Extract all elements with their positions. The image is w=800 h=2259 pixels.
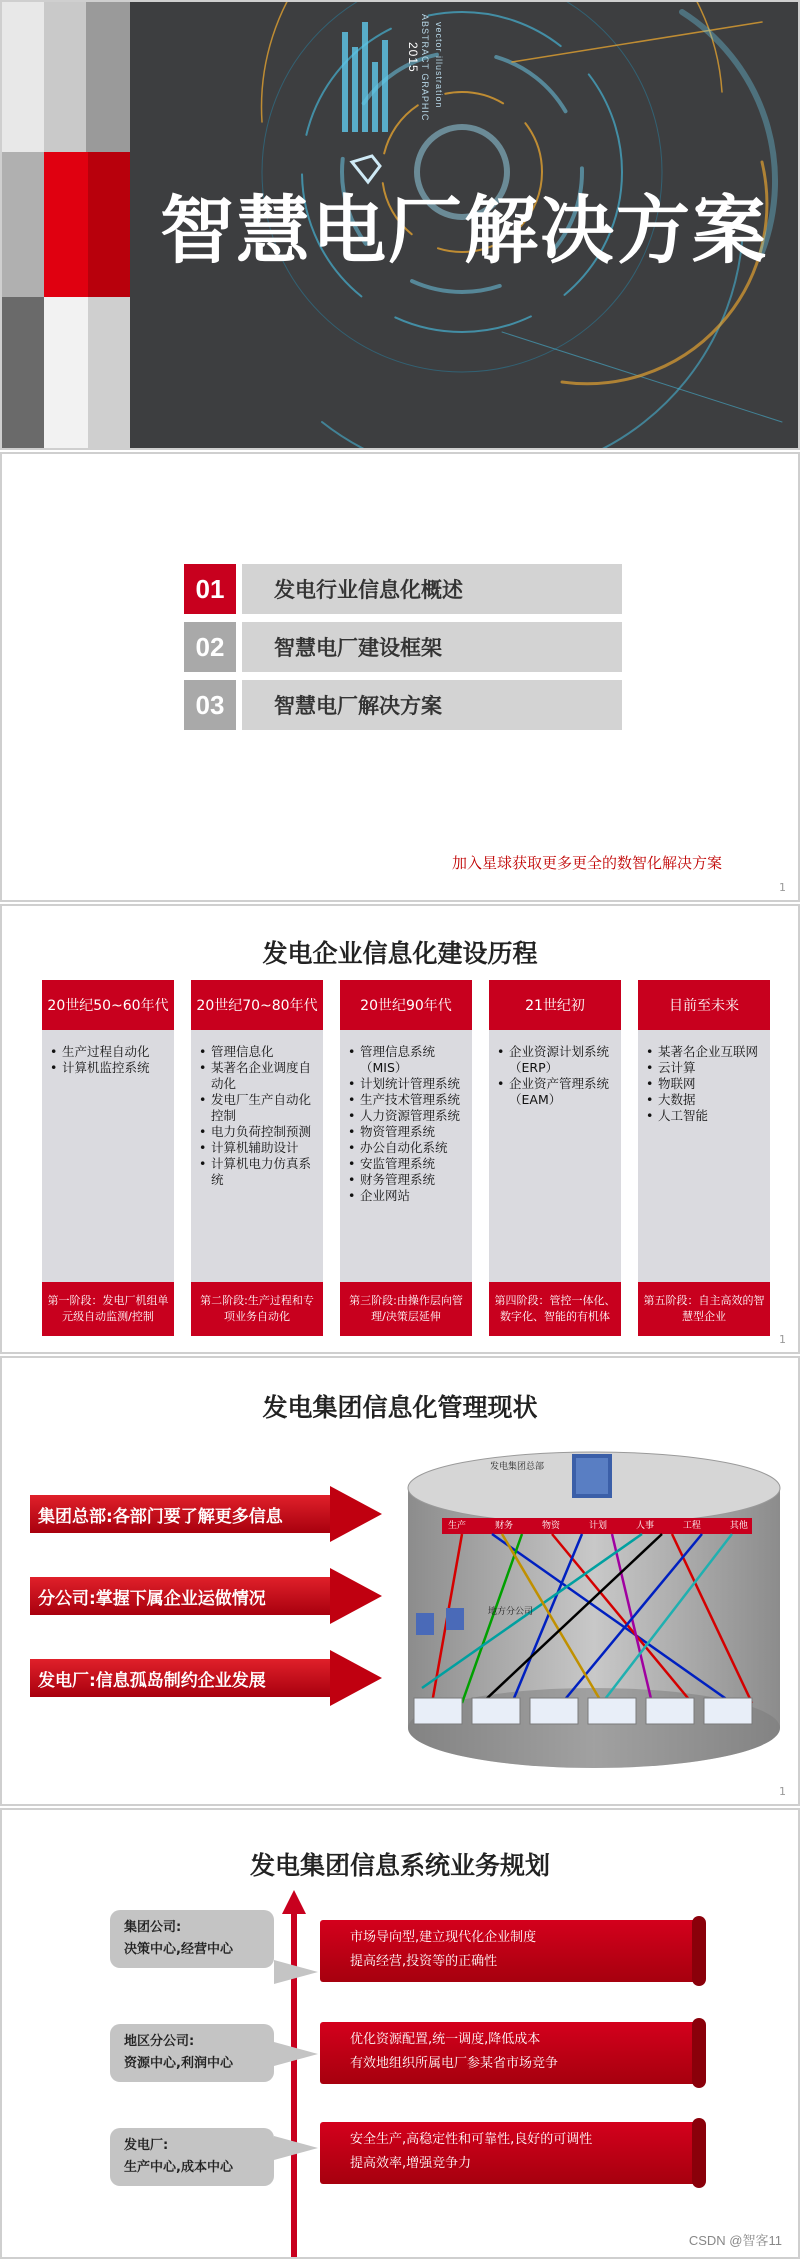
scroll-line: 有效地组织所属电厂参某省市场竞争 [350, 2056, 559, 2071]
level-role: 资源中心,利润中心 [124, 2056, 233, 2071]
era-heading: 21世纪初 [489, 980, 621, 1030]
list-item: • 人工智能 [646, 1108, 764, 1124]
slide-title: 发电企业信息化建设历程 [262, 939, 538, 968]
era-column [489, 980, 621, 1336]
list-item: • 大数据 [646, 1092, 764, 1108]
list-item: • 安监管理系统 [348, 1156, 466, 1172]
list-item: • 物资管理系统 [348, 1124, 466, 1140]
agenda-slide [0, 452, 800, 902]
level-scroll [320, 1920, 698, 1982]
scroll-line: 提高经营,投资等的正确性 [350, 1954, 498, 1969]
era-list [340, 1030, 472, 1204]
arrow-text: 集团总部:各部门要了解更多信息 [30, 1495, 330, 1533]
level-plant [110, 2128, 274, 2186]
list-item: • 计算机电力仿真系统 [199, 1156, 317, 1188]
hq-label: 发电集团总部 [490, 1462, 545, 1472]
era-list [489, 1030, 621, 1108]
list-item: • 物联网 [646, 1076, 764, 1092]
dept-label: 财务 [494, 1521, 513, 1531]
dept-row [448, 1518, 748, 1531]
list-item: • 电力负荷控制预测 [199, 1124, 317, 1140]
agenda-item-1 [184, 564, 622, 614]
list-item: • 企业资产管理系统（EAM） [497, 1076, 615, 1108]
era-list [42, 1030, 174, 1076]
list-item: • 企业资源计划系统（ERP） [497, 1044, 615, 1076]
arrow-branch [30, 1568, 382, 1624]
dept-label: 其他 [729, 1521, 748, 1531]
list-item: • 计划统计管理系统 [348, 1076, 466, 1092]
level-name: 发电厂: [124, 2138, 169, 2153]
dept-label: 计划 [588, 1521, 607, 1531]
agenda-item-2 [184, 622, 622, 672]
list-item: • 企业网站 [348, 1188, 466, 1204]
page-number: 1 [779, 881, 786, 894]
scroll-line: 市场导向型,建立现代化企业制度 [350, 1930, 537, 1945]
deco-text-year: 2015 [406, 42, 420, 73]
agenda-number: 02 [184, 622, 236, 672]
agenda-number: 03 [184, 680, 236, 730]
era-heading: 20世纪90年代 [340, 980, 472, 1030]
watermark-footnote: CSDN @智客11 [688, 2233, 782, 2248]
slide-title: 发电集团信息化管理现状 [262, 1393, 538, 1422]
era-heading: 20世纪50~60年代 [42, 980, 174, 1030]
pointer [274, 2136, 318, 2160]
list-item: • 人力资源管理系统 [348, 1108, 466, 1124]
dept-label: 人事 [635, 1521, 654, 1531]
era-stage: 第二阶段:生产过程和专项业务自动化 [191, 1282, 323, 1336]
list-item: • 办公自动化系统 [348, 1140, 466, 1156]
agenda-label: 发电行业信息化概述 [242, 564, 622, 614]
list-item: • 生产技术管理系统 [348, 1092, 466, 1108]
era-heading: 20世纪70~80年代 [191, 980, 323, 1030]
list-item: • 管理信息化 [199, 1044, 317, 1060]
arrow-plant [30, 1650, 382, 1706]
history-slide [0, 904, 800, 1354]
management-slide [0, 1356, 800, 1806]
era-list [638, 1030, 770, 1124]
level-role: 决策中心,经营中心 [124, 1942, 233, 1957]
arrow-hq [30, 1486, 382, 1542]
page-number: 1 [779, 1785, 786, 1798]
cover-color-blocks [2, 2, 130, 450]
era-stage: 第四阶段：管控一体化、数字化、智能的有机体 [489, 1282, 621, 1336]
list-item: • 计算机辅助设计 [199, 1140, 317, 1156]
promo-text: 加入星球获取更多更全的数智化解决方案 [451, 854, 722, 872]
arrow-head [330, 1650, 382, 1706]
list-item: • 某著名企业互联网 [646, 1044, 764, 1060]
era-stage: 第一阶段：发电厂机组单元级自动监测/控制 [42, 1282, 174, 1336]
dept-label: 工程 [682, 1521, 701, 1531]
agenda-number: 01 [184, 564, 236, 614]
list-item: • 某著名企业调度自动化 [199, 1060, 317, 1092]
level-branch [110, 2024, 274, 2082]
level-scroll [320, 2122, 698, 2184]
up-arrow [282, 1890, 306, 2259]
scroll-line: 安全生产,高稳定性和可靠性,良好的可调性 [350, 2132, 593, 2147]
era-stage: 第五阶段：自主高效的智慧型企业 [638, 1282, 770, 1336]
arrow-text: 分公司:掌握下属企业运做情况 [30, 1577, 330, 1615]
level-name: 地区分公司: [124, 2034, 195, 2049]
deco-text-vector: vector illustration [434, 22, 444, 109]
pointer [274, 1960, 318, 1984]
list-item: • 财务管理系统 [348, 1172, 466, 1188]
level-scroll [320, 2022, 698, 2084]
cover-slide [0, 0, 800, 450]
list-item: • 云计算 [646, 1060, 764, 1076]
planning-slide [0, 1808, 800, 2259]
list-item: • 生产过程自动化 [50, 1044, 168, 1060]
agenda-label: 智慧电厂解决方案 [242, 680, 622, 730]
agenda-label: 智慧电厂建设框架 [242, 622, 622, 672]
era-heading: 目前至未来 [638, 980, 770, 1030]
era-column [638, 980, 770, 1336]
scroll-line: 优化资源配置,统一调度,降低成本 [350, 2032, 541, 2047]
deco-text-abstract: ABSTRACT GRAPHIC [420, 14, 430, 122]
level-name: 集团公司: [124, 1920, 182, 1935]
cover-title: 智慧电厂解决方案 [160, 188, 768, 274]
slide-title: 发电集团信息系统业务规划 [249, 1851, 550, 1880]
era-stage: 第三阶段:由操作层向管理/决策层延伸 [340, 1282, 472, 1336]
pointer [274, 2042, 318, 2066]
list-item: • 计算机监控系统 [50, 1060, 168, 1076]
agenda-item-3 [184, 680, 622, 730]
page-number: 1 [779, 1333, 786, 1346]
dept-label: 生产 [448, 1521, 467, 1531]
era-column [340, 980, 472, 1336]
era-column [42, 980, 174, 1336]
level-role: 生产中心,成本中心 [124, 2160, 233, 2175]
system-cylinder-diagram [402, 1448, 786, 1778]
level-group [110, 1910, 274, 1968]
list-item: • 管理信息系统（MIS） [348, 1044, 466, 1076]
arrow-head [330, 1568, 382, 1624]
branch-label: 地方分公司 [488, 1607, 534, 1617]
arrow-text: 发电厂:信息孤岛制约企业发展 [30, 1659, 330, 1697]
era-list [191, 1030, 323, 1188]
scroll-line: 提高效率,增强竞争力 [350, 2156, 472, 2171]
list-item: • 发电厂生产自动化控制 [199, 1092, 317, 1124]
era-column [191, 980, 323, 1336]
arrow-head [330, 1486, 382, 1542]
dept-label: 物资 [541, 1521, 560, 1531]
